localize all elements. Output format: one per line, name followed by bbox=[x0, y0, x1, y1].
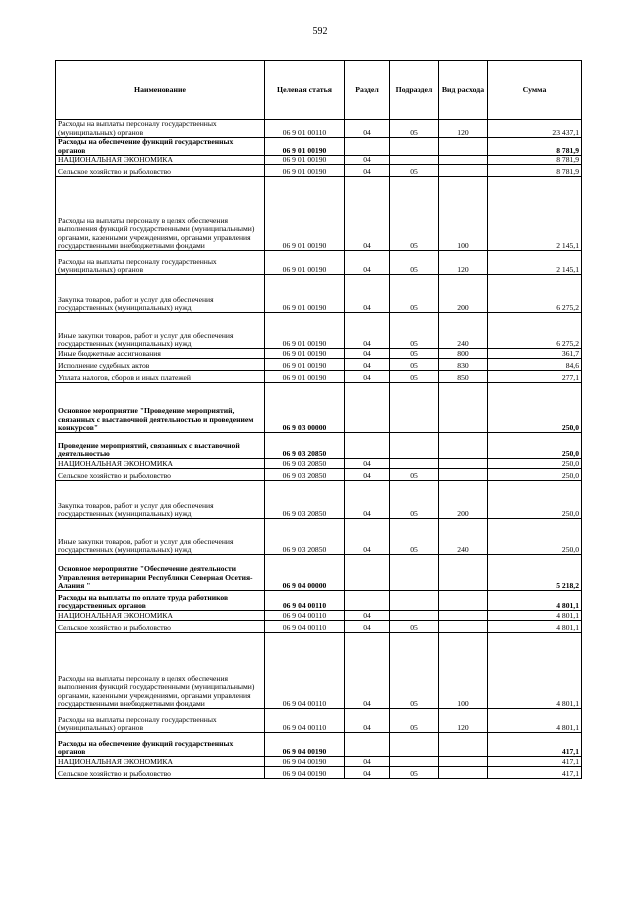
cell-name: Сельское хозяйство и рыболовство bbox=[56, 621, 265, 633]
cell-subsection bbox=[390, 383, 439, 433]
cell-section: 04 bbox=[345, 611, 390, 621]
cell-name: Сельское хозяйство и рыболовство bbox=[56, 767, 265, 779]
cell-sum: 8 781,9 bbox=[488, 165, 582, 177]
cell-sum: 84,6 bbox=[488, 359, 582, 371]
table-row bbox=[56, 138, 582, 156]
cell-target-article: 06 9 04 00000 bbox=[265, 555, 345, 591]
cell-sum: 4 801,1 bbox=[488, 633, 582, 709]
cell-name: Исполнение судебных актов bbox=[56, 359, 265, 371]
cell-sum: 250,0 bbox=[488, 469, 582, 481]
cell-subsection bbox=[390, 611, 439, 621]
header-expense-type: Вид расхода bbox=[439, 61, 488, 120]
cell-subsection: 05 bbox=[390, 767, 439, 779]
cell-target-article: 06 9 04 00110 bbox=[265, 591, 345, 611]
cell-target-article: 06 9 01 00190 bbox=[265, 359, 345, 371]
cell-target-article: 06 9 04 00110 bbox=[265, 611, 345, 621]
cell-section: 04 bbox=[345, 177, 390, 251]
cell-section: 04 bbox=[345, 709, 390, 733]
cell-subsection: 05 bbox=[390, 120, 439, 138]
cell-name: НАЦИОНАЛЬНАЯ ЭКОНОМИКА bbox=[56, 611, 265, 621]
cell-section: 04 bbox=[345, 165, 390, 177]
cell-subsection: 05 bbox=[390, 177, 439, 251]
cell-sum: 417,1 bbox=[488, 767, 582, 779]
cell-section: 04 bbox=[345, 757, 390, 767]
cell-expense-type bbox=[439, 165, 488, 177]
cell-section: 04 bbox=[345, 156, 390, 165]
cell-subsection: 05 bbox=[390, 165, 439, 177]
cell-sum: 4 801,1 bbox=[488, 611, 582, 621]
cell-name: Расходы на выплаты персоналу в целях обеспечения выполнения функций государственными (муниципальными) органами, казенными учреждениями, органами управления государственными внебюджетными фондами bbox=[56, 177, 265, 251]
cell-name: Расходы на выплаты по оплате труда работников государственных органов bbox=[56, 591, 265, 611]
cell-section: 04 bbox=[345, 359, 390, 371]
cell-subsection: 05 bbox=[390, 633, 439, 709]
cell-expense-type bbox=[439, 611, 488, 621]
cell-target-article: 06 9 01 00190 bbox=[265, 275, 345, 313]
cell-subsection: 05 bbox=[390, 621, 439, 633]
table-row bbox=[56, 313, 582, 349]
cell-name: Расходы на выплаты персоналу государственных (муниципальных) органов bbox=[56, 120, 265, 138]
cell-section: 04 bbox=[345, 481, 390, 519]
cell-target-article: 06 9 03 20850 bbox=[265, 459, 345, 469]
cell-target-article: 06 9 01 00190 bbox=[265, 349, 345, 359]
cell-subsection: 05 bbox=[390, 349, 439, 359]
cell-target-article: 06 9 03 20850 bbox=[265, 481, 345, 519]
cell-section bbox=[345, 383, 390, 433]
cell-sum: 250,0 bbox=[488, 383, 582, 433]
cell-section: 04 bbox=[345, 371, 390, 383]
cell-section: 04 bbox=[345, 767, 390, 779]
cell-name: Расходы на обеспечение функций государственных органов bbox=[56, 733, 265, 757]
cell-subsection bbox=[390, 156, 439, 165]
cell-name: Сельское хозяйство и рыболовство bbox=[56, 165, 265, 177]
cell-expense-type bbox=[439, 383, 488, 433]
table-row bbox=[56, 469, 582, 481]
cell-expense-type bbox=[439, 433, 488, 459]
cell-sum: 250,0 bbox=[488, 519, 582, 555]
cell-sum: 4 801,1 bbox=[488, 621, 582, 633]
table-row bbox=[56, 251, 582, 275]
cell-subsection bbox=[390, 757, 439, 767]
cell-target-article: 06 9 01 00190 bbox=[265, 156, 345, 165]
table-row bbox=[56, 709, 582, 733]
cell-section: 04 bbox=[345, 251, 390, 275]
cell-subsection: 05 bbox=[390, 709, 439, 733]
header-sum: Сумма bbox=[488, 61, 582, 120]
table-row bbox=[56, 459, 582, 469]
cell-name: Сельское хозяйство и рыболовство bbox=[56, 469, 265, 481]
table-row bbox=[56, 591, 582, 611]
cell-target-article: 06 9 04 00110 bbox=[265, 709, 345, 733]
table-row bbox=[56, 359, 582, 371]
cell-name: Уплата налогов, сборов и иных платежей bbox=[56, 371, 265, 383]
cell-name: Иные закупки товаров, работ и услуг для обеспечения государственных (муниципальных) нужд bbox=[56, 519, 265, 555]
cell-target-article: 06 9 01 00190 bbox=[265, 251, 345, 275]
cell-expense-type bbox=[439, 459, 488, 469]
cell-target-article: 06 9 03 20850 bbox=[265, 433, 345, 459]
cell-name: Закупка товаров, работ и услуг для обеспечения государственных (муниципальных) нужд bbox=[56, 481, 265, 519]
cell-section bbox=[345, 555, 390, 591]
cell-target-article: 06 9 04 00190 bbox=[265, 767, 345, 779]
table-row bbox=[56, 757, 582, 767]
cell-sum: 2 145,1 bbox=[488, 177, 582, 251]
budget-table bbox=[55, 60, 582, 779]
cell-name: Расходы на выплаты персоналу государственных (муниципальных) органов bbox=[56, 251, 265, 275]
cell-subsection bbox=[390, 555, 439, 591]
table-row bbox=[56, 165, 582, 177]
cell-name: Проведение мероприятий, связанных с выставочной деятельностью bbox=[56, 433, 265, 459]
cell-subsection: 05 bbox=[390, 469, 439, 481]
cell-target-article: 06 9 01 00190 bbox=[265, 313, 345, 349]
header-subsection: Подраздел bbox=[390, 61, 439, 120]
cell-target-article: 06 9 03 00000 bbox=[265, 383, 345, 433]
cell-target-article: 06 9 04 00110 bbox=[265, 633, 345, 709]
table-row bbox=[56, 767, 582, 779]
cell-target-article: 06 9 01 00190 bbox=[265, 371, 345, 383]
cell-name: НАЦИОНАЛЬНАЯ ЭКОНОМИКА bbox=[56, 156, 265, 165]
cell-sum: 4 801,1 bbox=[488, 591, 582, 611]
cell-expense-type: 120 bbox=[439, 120, 488, 138]
cell-expense-type bbox=[439, 469, 488, 481]
cell-expense-type bbox=[439, 555, 488, 591]
table-row bbox=[56, 177, 582, 251]
header-name: Наименование bbox=[56, 61, 265, 120]
cell-expense-type bbox=[439, 733, 488, 757]
table-row bbox=[56, 621, 582, 633]
cell-expense-type: 120 bbox=[439, 251, 488, 275]
table-row bbox=[56, 383, 582, 433]
cell-section: 04 bbox=[345, 633, 390, 709]
table-row bbox=[56, 349, 582, 359]
cell-name: Основное мероприятие "Проведение мероприятий, связанных с выставочной деятельностью и проведением конкурсов" bbox=[56, 383, 265, 433]
cell-expense-type: 200 bbox=[439, 481, 488, 519]
cell-target-article: 06 9 04 00110 bbox=[265, 621, 345, 633]
cell-subsection: 05 bbox=[390, 359, 439, 371]
cell-target-article: 06 9 03 20850 bbox=[265, 519, 345, 555]
cell-target-article: 06 9 04 00190 bbox=[265, 757, 345, 767]
cell-target-article: 06 9 01 00110 bbox=[265, 120, 345, 138]
cell-sum: 277,1 bbox=[488, 371, 582, 383]
cell-section: 04 bbox=[345, 519, 390, 555]
cell-expense-type: 240 bbox=[439, 313, 488, 349]
cell-target-article: 06 9 04 00190 bbox=[265, 733, 345, 757]
cell-sum: 250,0 bbox=[488, 459, 582, 469]
cell-sum: 417,1 bbox=[488, 733, 582, 757]
cell-section: 04 bbox=[345, 275, 390, 313]
cell-section: 04 bbox=[345, 459, 390, 469]
cell-name: Расходы на выплаты персоналу в целях обеспечения выполнения функций государственными (муниципальными) органами, казенными учреждениями, органами управления государственными внебюджетными фондами bbox=[56, 633, 265, 709]
cell-subsection bbox=[390, 591, 439, 611]
cell-sum: 250,0 bbox=[488, 433, 582, 459]
cell-expense-type: 850 bbox=[439, 371, 488, 383]
cell-expense-type: 100 bbox=[439, 633, 488, 709]
cell-expense-type: 800 bbox=[439, 349, 488, 359]
cell-sum: 2 145,1 bbox=[488, 251, 582, 275]
cell-sum: 23 437,1 bbox=[488, 120, 582, 138]
cell-sum: 250,0 bbox=[488, 481, 582, 519]
cell-subsection: 05 bbox=[390, 313, 439, 349]
table-row bbox=[56, 371, 582, 383]
cell-expense-type bbox=[439, 156, 488, 165]
cell-expense-type: 240 bbox=[439, 519, 488, 555]
page-number: 592 bbox=[312, 26, 328, 37]
cell-subsection: 05 bbox=[390, 251, 439, 275]
table-row bbox=[56, 611, 582, 621]
table-row bbox=[56, 120, 582, 138]
cell-section bbox=[345, 591, 390, 611]
cell-name: НАЦИОНАЛЬНАЯ ЭКОНОМИКА bbox=[56, 459, 265, 469]
table-row bbox=[56, 733, 582, 757]
cell-name: Расходы на выплаты персоналу государственных (муниципальных) органов bbox=[56, 709, 265, 733]
cell-expense-type bbox=[439, 591, 488, 611]
cell-section: 04 bbox=[345, 469, 390, 481]
table-row bbox=[56, 481, 582, 519]
cell-sum: 5 218,2 bbox=[488, 555, 582, 591]
cell-expense-type bbox=[439, 767, 488, 779]
table-header-row bbox=[56, 61, 582, 120]
cell-name: Закупка товаров, работ и услуг для обеспечения государственных (муниципальных) нужд bbox=[56, 275, 265, 313]
cell-name: Основное мероприятие "Обеспечение деятельности Управления ветеринарии Республики Северная Осетия-Алания " bbox=[56, 555, 265, 591]
cell-subsection bbox=[390, 138, 439, 156]
cell-subsection bbox=[390, 433, 439, 459]
cell-expense-type bbox=[439, 757, 488, 767]
cell-expense-type: 100 bbox=[439, 177, 488, 251]
cell-target-article: 06 9 01 00190 bbox=[265, 165, 345, 177]
cell-target-article: 06 9 01 00190 bbox=[265, 177, 345, 251]
cell-sum: 417,1 bbox=[488, 757, 582, 767]
cell-subsection: 05 bbox=[390, 371, 439, 383]
table-row bbox=[56, 555, 582, 591]
cell-subsection: 05 bbox=[390, 519, 439, 555]
cell-section bbox=[345, 433, 390, 459]
cell-subsection: 05 bbox=[390, 275, 439, 313]
cell-name: НАЦИОНАЛЬНАЯ ЭКОНОМИКА bbox=[56, 757, 265, 767]
cell-expense-type: 830 bbox=[439, 359, 488, 371]
cell-name: Иные бюджетные ассигнования bbox=[56, 349, 265, 359]
cell-sum: 8 781,9 bbox=[488, 138, 582, 156]
cell-sum: 6 275,2 bbox=[488, 313, 582, 349]
cell-expense-type: 120 bbox=[439, 709, 488, 733]
cell-expense-type: 200 bbox=[439, 275, 488, 313]
cell-name: Иные закупки товаров, работ и услуг для обеспечения государственных (муниципальных) нужд bbox=[56, 313, 265, 349]
cell-sum: 6 275,2 bbox=[488, 275, 582, 313]
cell-subsection bbox=[390, 459, 439, 469]
cell-sum: 361,7 bbox=[488, 349, 582, 359]
table-row bbox=[56, 519, 582, 555]
cell-sum: 4 801,1 bbox=[488, 709, 582, 733]
cell-section bbox=[345, 733, 390, 757]
cell-target-article: 06 9 03 20850 bbox=[265, 469, 345, 481]
cell-subsection: 05 bbox=[390, 481, 439, 519]
cell-section: 04 bbox=[345, 349, 390, 359]
cell-sum: 8 781,9 bbox=[488, 156, 582, 165]
table-row bbox=[56, 433, 582, 459]
table-row bbox=[56, 275, 582, 313]
cell-name: Расходы на обеспечение функций государственных органов bbox=[56, 138, 265, 156]
table-row bbox=[56, 633, 582, 709]
header-section: Раздел bbox=[345, 61, 390, 120]
cell-section: 04 bbox=[345, 120, 390, 138]
table-row bbox=[56, 156, 582, 165]
cell-section: 04 bbox=[345, 313, 390, 349]
cell-expense-type bbox=[439, 621, 488, 633]
cell-subsection bbox=[390, 733, 439, 757]
cell-expense-type bbox=[439, 138, 488, 156]
header-target-article: Целевая статья bbox=[265, 61, 345, 120]
cell-section: 04 bbox=[345, 621, 390, 633]
cell-section bbox=[345, 138, 390, 156]
cell-target-article: 06 9 01 00190 bbox=[265, 138, 345, 156]
